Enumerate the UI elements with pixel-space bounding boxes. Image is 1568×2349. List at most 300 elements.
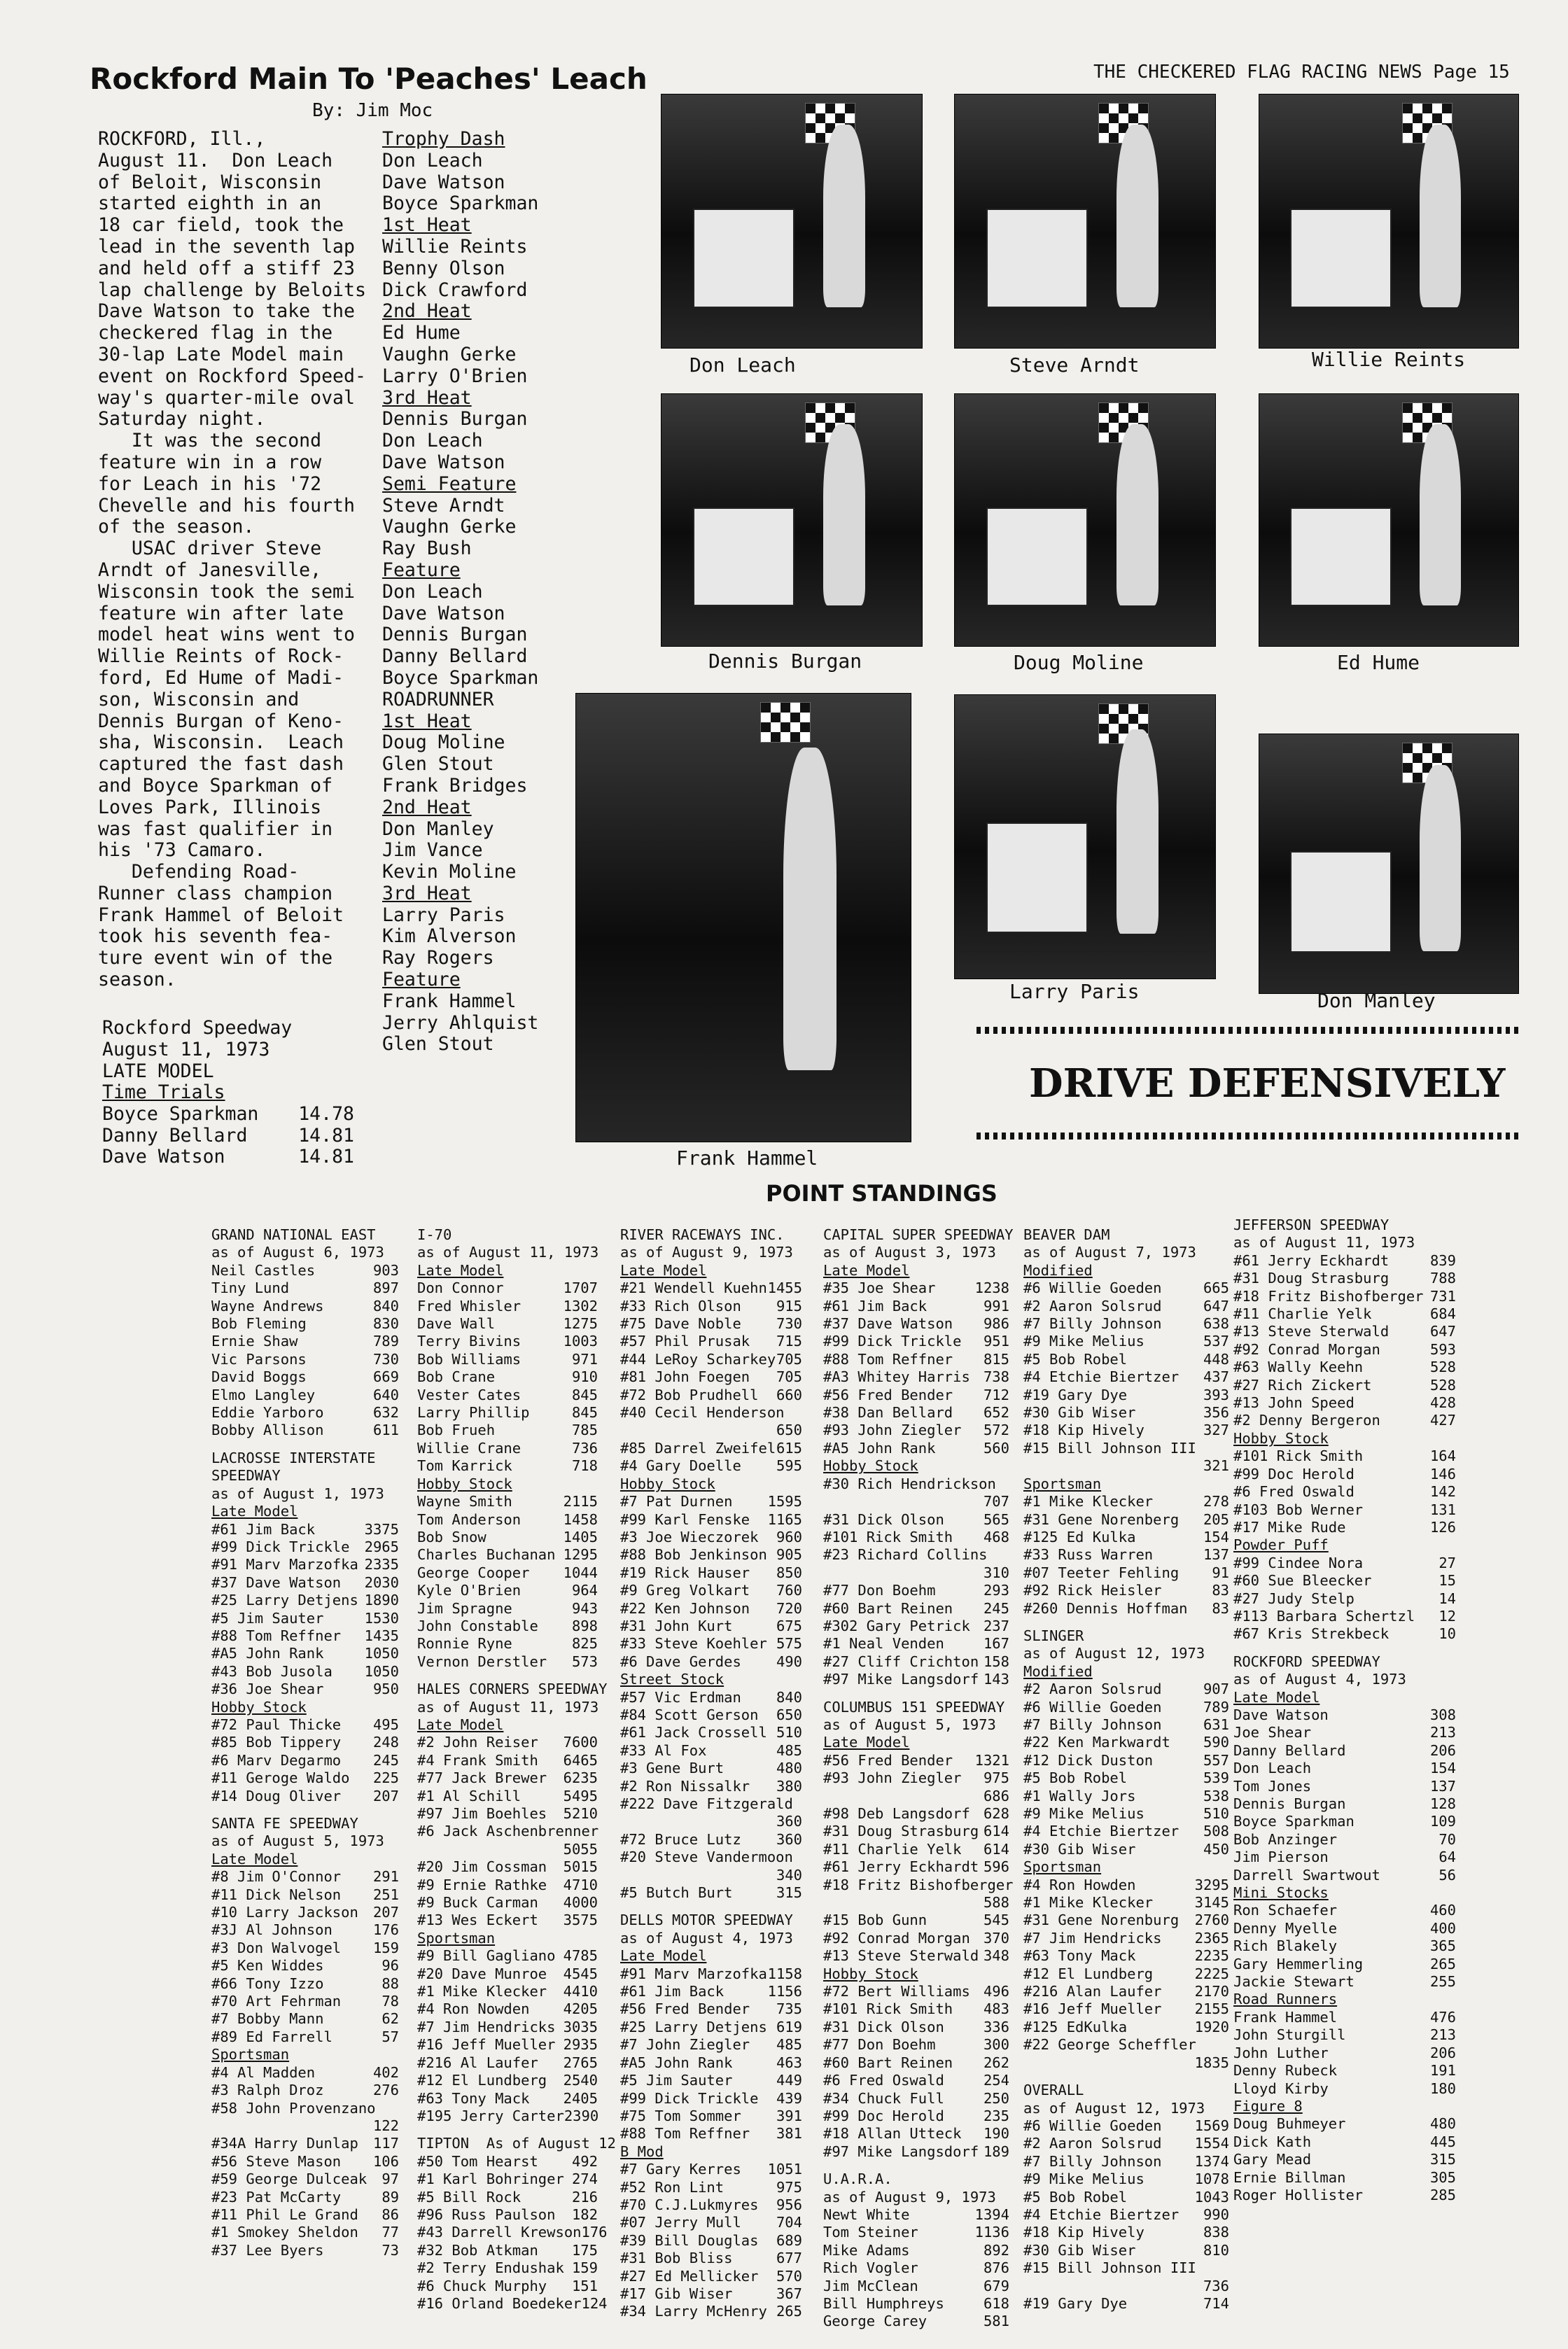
standings-column bbox=[1023, 1226, 1229, 2313]
standings-row: #5 Butch Burt 315 bbox=[620, 1884, 802, 1902]
results-entry: Vaughn Gerke bbox=[382, 343, 517, 365]
standings-row: #9 Buck Carman 4000 bbox=[417, 1894, 598, 1912]
standings-heading: as of August 4, 1973 bbox=[620, 1929, 793, 1947]
standings-row: #15 Bill Johnson III bbox=[1023, 1439, 1196, 1457]
standings-row: Darrell Swartwout 56 bbox=[1233, 1866, 1456, 1884]
standings-row: #18 Fritz Bishofberger bbox=[823, 1876, 1014, 1893]
standings-heading: Late Model bbox=[211, 1503, 298, 1520]
standings-row: Sportsman bbox=[417, 1929, 496, 1947]
standings-row: #31 Doug Strasburg 614 bbox=[823, 1823, 1009, 1840]
results-heading: 2nd Heat bbox=[382, 300, 472, 323]
standings-row: Jim McClean 679 bbox=[823, 2277, 1009, 2294]
standings-row: #99 Dick Trickle 2965 bbox=[211, 1538, 399, 1555]
standings-row: #56 Fred Bender 735 bbox=[620, 2000, 802, 2018]
standings-row: #30 Gib Wiser 356 bbox=[1023, 1404, 1229, 1422]
standings-row: Newt White 1394 bbox=[823, 2206, 1009, 2223]
standings-row: #99 Doc Herold 146 bbox=[1233, 1465, 1456, 1482]
standings-heading: Late Model bbox=[1233, 1688, 1320, 1706]
standings-row: Ernie Billman 305 bbox=[1233, 2168, 1456, 2186]
standings-row: #3J Al Johnson 176 bbox=[211, 1921, 399, 1939]
standings-row: #2 Ron Nissalkr 380 bbox=[620, 1777, 802, 1795]
standings-row: #97 Mike Langsdorf 143 bbox=[823, 1671, 1009, 1688]
standings-row: #16 Jeff Mueller 2155 bbox=[1023, 2000, 1229, 2018]
standings-row: #1 Karl Bohringer 274 bbox=[417, 2171, 598, 2188]
standings-row: #67 Kris Strekbeck 10 bbox=[1233, 1625, 1456, 1643]
standings-row: #77 Don Boehm 293 bbox=[823, 1582, 1009, 1599]
standings-row: Dick Kath 445 bbox=[1233, 2133, 1456, 2150]
standings-row: Jim Spragne 943 bbox=[417, 1599, 598, 1617]
standings-row: #9 Mike Melius 1078 bbox=[1023, 2171, 1229, 2188]
standings-row: #18 Fritz Bishofberger 731 bbox=[1233, 1287, 1456, 1305]
results-entry: Dennis Burgan bbox=[382, 624, 528, 646]
standings-heading: as of August 9, 1973 bbox=[620, 1244, 793, 1261]
standings-row: 122 bbox=[372, 2117, 399, 2134]
standings-row: #61 Jim Back 991 bbox=[823, 1297, 1009, 1314]
standings-row: Bob Snow 1405 bbox=[417, 1528, 598, 1545]
standings-heading: Late Model bbox=[620, 1947, 707, 1965]
standings-row: #33 Russ Warren 137 bbox=[1023, 1546, 1229, 1564]
standings-row: Elmo Langley 640 bbox=[211, 1386, 399, 1403]
standings-row: #97 Mike Langsdorf 189 bbox=[823, 2143, 1009, 2160]
standings-row: #216 Alan Laufer 2170 bbox=[1023, 1983, 1229, 2000]
standings-row: Tiny Lund 897 bbox=[211, 1279, 399, 1297]
standings-row: #60 Bart Reinen 262 bbox=[823, 2054, 1009, 2071]
standings-row: #21 Wendell Kuehn 1455 bbox=[620, 1279, 802, 1297]
time-trials-label: Time Trials bbox=[102, 1081, 225, 1103]
standings-heading: Modified bbox=[1023, 1662, 1093, 1680]
standings-row: #101 Rick Smith 164 bbox=[1233, 1447, 1456, 1465]
standings-row: #12 Dick Duston 557 bbox=[1023, 1751, 1229, 1769]
trophy-girl-figure bbox=[1420, 125, 1461, 307]
block-spacer bbox=[620, 1902, 802, 1912]
standings-row: #1 Neal Venden 167 bbox=[823, 1635, 1009, 1653]
standings-row: Dave Watson 308 bbox=[1233, 1706, 1456, 1723]
block-spacer bbox=[211, 1805, 399, 1815]
results-entry: Don Leach bbox=[382, 580, 483, 603]
standings-row: #38 Dan Bellard 652 bbox=[823, 1404, 1009, 1422]
standings-row: #5 Bill Rock 216 bbox=[417, 2188, 598, 2206]
race-photo bbox=[661, 94, 923, 349]
results-entry: Don Leach bbox=[382, 149, 483, 171]
standings-heading: ROCKFORD SPEEDWAY bbox=[1233, 1653, 1380, 1670]
results-heading: 3rd Heat bbox=[382, 386, 472, 409]
standings-row: #216 Al Laufer 2765 bbox=[417, 2054, 598, 2071]
photo-caption: Steve Arndt bbox=[1009, 353, 1140, 377]
standings-row: #88 Tom Reffner 1435 bbox=[211, 1627, 399, 1644]
ad-border-bottom bbox=[976, 1133, 1519, 1140]
standings-row: #98 Deb Langsdorf 628 bbox=[823, 1805, 1009, 1822]
standings-row: #27 Ed Mellicker 570 bbox=[620, 2267, 802, 2285]
standings-row: #20 Steve Vandermoon bbox=[620, 1849, 793, 1866]
standings-row: #15 Bill Johnson III bbox=[1023, 2259, 1196, 2277]
drive-defensively-ad: DRIVE DEFENSIVELY bbox=[1029, 1060, 1506, 1107]
standings-row: #2 Aaron Solsrud 647 bbox=[1023, 1297, 1229, 1314]
standings-row: #5 Bob Robel 1043 bbox=[1023, 2188, 1229, 2206]
standings-row: #7 Pat Durnen 1595 bbox=[620, 1493, 802, 1510]
standings-row: #30 Rich Hendrickson bbox=[823, 1475, 996, 1492]
standings-row: #22 Ken Johnson 720 bbox=[620, 1599, 802, 1617]
results-entry: Dave Watson bbox=[382, 451, 505, 473]
standings-row: #81 John Foegen 705 bbox=[620, 1368, 802, 1386]
results-entry: Larry Paris bbox=[382, 904, 505, 926]
standings-heading: OVERALL bbox=[1023, 2082, 1084, 2099]
trophy-girl-figure bbox=[823, 424, 865, 605]
time-trial-row: Dave Watson 14.81 bbox=[102, 1146, 354, 1168]
results-list bbox=[382, 129, 538, 1056]
standings-row: #66 Tony Izzo 88 bbox=[211, 1975, 399, 1992]
standings-heading: as of August 5, 1973 bbox=[823, 1716, 996, 1733]
standings-row: #61 Jerry Eckhardt 596 bbox=[823, 1858, 1009, 1876]
standings-row: #93 John Ziegler 572 bbox=[823, 1422, 1009, 1439]
standings-row: Hobby Stock bbox=[620, 1475, 715, 1492]
standings-row: Powder Puff bbox=[1233, 1536, 1329, 1554]
standings-row: #57 Vic Erdman 840 bbox=[620, 1688, 802, 1706]
results-entry: Kim Alverson bbox=[382, 925, 517, 948]
standings-row: #60 Bart Reinen 245 bbox=[823, 1599, 1009, 1617]
standings-row: Denny Rubeck 191 bbox=[1233, 2062, 1456, 2080]
standings-title: POINT STANDINGS bbox=[766, 1180, 997, 1207]
standings-row: Roger Hollister 285 bbox=[1233, 2186, 1456, 2203]
standings-row: Bobby Allison 611 bbox=[211, 1422, 399, 1439]
race-photo bbox=[1259, 393, 1519, 647]
standings-row: Hobby Stock bbox=[417, 1475, 512, 1492]
standings-row: 321 bbox=[1203, 1457, 1229, 1475]
standings-row: Vic Parsons 730 bbox=[211, 1350, 399, 1368]
results-heading: 1st Heat bbox=[382, 214, 472, 237]
standings-heading: as of August 4, 1973 bbox=[1233, 1671, 1406, 1688]
standings-row: #75 Dave Noble 730 bbox=[620, 1315, 802, 1333]
standings-row: #6 Marv Degarmo 245 bbox=[211, 1751, 399, 1769]
standings-row: #9 Mike Melius 537 bbox=[1023, 1333, 1229, 1350]
block-spacer bbox=[823, 1689, 1009, 1699]
standings-heading: as of August 7, 1973 bbox=[1023, 1244, 1196, 1261]
standings-row: #32 Bob Atkman 175 bbox=[417, 2241, 598, 2259]
photo-caption: Don Leach bbox=[690, 353, 796, 377]
standings-row: #72 Bob Prudhell 660 bbox=[620, 1386, 802, 1403]
standings-row: Hobby Stock bbox=[211, 1698, 307, 1716]
standings-row: #101 Rick Smith 468 bbox=[823, 1528, 1009, 1545]
standings-row: #1 Mike Klecker 3145 bbox=[1023, 1894, 1229, 1912]
standings-heading: as of August 9, 1973 bbox=[823, 2188, 996, 2206]
standings-row: Tom Jones 137 bbox=[1233, 1777, 1456, 1795]
standings-row: #2 Aaron Solsrud 1554 bbox=[1023, 2135, 1229, 2152]
standings-row: #92 Conrad Morgan 593 bbox=[1233, 1340, 1456, 1358]
standings-row: #31 Bob Bliss 677 bbox=[620, 2250, 802, 2267]
standings-row: #34 Chuck Full 250 bbox=[823, 2089, 1009, 2107]
standings-row: #11 Charlie Yelk 684 bbox=[1233, 1305, 1456, 1323]
standings-row: #85 Darrel Zweifel 615 bbox=[620, 1439, 802, 1457]
race-photo bbox=[1259, 94, 1519, 349]
race-photo bbox=[575, 693, 911, 1142]
standings-row: Figure 8 bbox=[1233, 2097, 1303, 2115]
standings-row: Sportsman bbox=[211, 2046, 290, 2063]
standings-row: Ron Schaefer 460 bbox=[1233, 1902, 1456, 1919]
standings-row: Kyle O'Brien 964 bbox=[417, 1582, 598, 1599]
standings-row: 340 bbox=[776, 1866, 802, 1884]
standings-row: #13 John Speed 428 bbox=[1233, 1394, 1456, 1412]
standings-heading: COLUMBUS 151 SPEEDWAY bbox=[823, 1698, 1005, 1716]
photo-caption: Frank Hammel bbox=[676, 1147, 818, 1170]
standings-row: #7 Billy Johnson 631 bbox=[1023, 1716, 1229, 1733]
standings-row: #61 Jack Crossell 510 bbox=[620, 1724, 802, 1741]
standings-row: #33 Steve Koehler 575 bbox=[620, 1635, 802, 1653]
standings-row: Hobby Stock bbox=[823, 1965, 918, 1982]
standings-heading: SANTA FE SPEEDWAY bbox=[211, 1815, 358, 1832]
standings-row: #56 Steve Mason 106 bbox=[211, 2152, 399, 2170]
results-heading: 1st Heat bbox=[382, 710, 472, 732]
standings-row: Larry Phillip 845 bbox=[417, 1404, 598, 1422]
standings-heading: Late Model bbox=[417, 1716, 504, 1733]
standings-row: #4 Etchie Biertzer 437 bbox=[1023, 1368, 1229, 1386]
standings-row: #7 Gary Kerres 1051 bbox=[620, 2161, 802, 2178]
results-header bbox=[102, 1018, 292, 1082]
standings-row: #12 El Lundberg 2225 bbox=[1023, 1965, 1229, 1982]
standings-row: #60 Sue Bleecker 15 bbox=[1233, 1572, 1456, 1590]
standings-row: Jim Pierson 64 bbox=[1233, 1849, 1456, 1866]
race-photo bbox=[661, 393, 923, 647]
standings-row: #6 Willie Goeden 789 bbox=[1023, 1698, 1229, 1716]
standings-heading: as of August 5, 1973 bbox=[211, 1832, 384, 1850]
standings-row: #91 Marv Marzofka 1158 bbox=[620, 1965, 802, 1982]
results-entry: Don Manley bbox=[382, 818, 494, 840]
winner-sign bbox=[693, 209, 794, 308]
standings-row: #27 Judy Stelp 14 bbox=[1233, 1590, 1456, 1607]
results-entry: Larry O'Brien bbox=[382, 365, 528, 387]
standings-row: #70 Art Fehrman 78 bbox=[211, 1993, 399, 2010]
standings-row: #85 Bob Tippery 248 bbox=[211, 1734, 399, 1751]
standings-row: Bob Anzinger 70 bbox=[1233, 1830, 1456, 1848]
standings-heading: as of August 12, 1973 bbox=[1023, 2099, 1205, 2117]
standings-row: #19 Gary Dye 714 bbox=[1023, 2294, 1229, 2312]
standings-row: Doug Buhmeyer 480 bbox=[1233, 2115, 1456, 2133]
standings-row: #5 Bob Robel 539 bbox=[1023, 1769, 1229, 1787]
standings-row: #18 Kip Hively 838 bbox=[1023, 2224, 1229, 2241]
standings-row: #34 Larry McHenry 265 bbox=[620, 2303, 802, 2320]
standings-row: Dennis Burgan 128 bbox=[1233, 1795, 1456, 1812]
standings-row: #19 Gary Dye 393 bbox=[1023, 1386, 1229, 1403]
ad-border-top bbox=[976, 1027, 1519, 1034]
standings-row: #A3 Whitey Harris 738 bbox=[823, 1368, 1009, 1386]
standings-row: #89 Ed Farrell 57 bbox=[211, 2028, 399, 2045]
standings-row: #43 Bob Jusola 1050 bbox=[211, 1662, 399, 1680]
standings-row: #302 Gary Petrick 237 bbox=[823, 1617, 1009, 1634]
standings-row: John Luther 206 bbox=[1233, 2044, 1456, 2061]
standings-heading: as of August 11, 1973 bbox=[417, 1698, 599, 1716]
standings-row: 310 bbox=[983, 1564, 1009, 1581]
results-entry: Boyce Sparkman bbox=[382, 666, 539, 689]
standings-row: 1835 bbox=[1194, 2054, 1229, 2071]
standings-row: #9 Mike Melius 510 bbox=[1023, 1805, 1229, 1822]
standings-row: #72 Bert Williams 496 bbox=[823, 1983, 1009, 2000]
standings-heading: LACROSSE INTERSTATE bbox=[211, 1449, 376, 1466]
standings-row: Eddie Yarboro 632 bbox=[211, 1404, 399, 1422]
trophy-girl-figure bbox=[823, 125, 865, 307]
block-spacer bbox=[417, 1671, 598, 1681]
standings-row: #1 Mike Klecker 4410 bbox=[417, 1983, 598, 2000]
standings-row: #1 Al Schill 5495 bbox=[417, 1787, 598, 1804]
standings-row: Road Runners bbox=[1233, 1991, 1338, 2008]
standings-heading: as of August 1, 1973 bbox=[211, 1485, 384, 1502]
standings-row: Mini Stocks bbox=[1233, 1884, 1329, 1902]
results-heading: Trophy Dash bbox=[382, 128, 505, 150]
standings-row: #99 Doc Herold 235 bbox=[823, 2107, 1009, 2124]
standings-row: #A5 John Rank 560 bbox=[823, 1439, 1009, 1457]
standings-row: #5 Jim Sauter 449 bbox=[620, 2072, 802, 2089]
standings-row: #30 Gib Wiser 450 bbox=[1023, 1840, 1229, 1858]
standings-row: 5055 bbox=[563, 1840, 598, 1858]
standings-row: #70 C.J.Lukmyres 956 bbox=[620, 2196, 802, 2213]
standings-row: #13 Wes Eckert 3575 bbox=[417, 1912, 598, 1929]
standings-row: #6 Willie Goeden 1569 bbox=[1023, 2117, 1229, 2134]
standings-heading: HALES CORNERS SPEEDWAY bbox=[417, 1681, 608, 1698]
standings-heading: Late Model bbox=[823, 1261, 910, 1279]
standings-row: #36 Joe Shear 950 bbox=[211, 1681, 399, 1698]
time-trial-row: Danny Bellard 14.81 bbox=[102, 1124, 354, 1147]
standings-row: #9 Ernie Rathke 4710 bbox=[417, 1876, 598, 1893]
standings-row: #6 Willie Goeden 665 bbox=[1023, 1279, 1229, 1297]
standings-row: #7 John Ziegler 485 bbox=[620, 2036, 802, 2054]
standings-row: Rich Blakely 365 bbox=[1233, 1937, 1456, 1955]
standings-heading: Late Model bbox=[823, 1734, 910, 1751]
time-trials bbox=[102, 1082, 354, 1168]
standings-row: #25 Larry Detjens 619 bbox=[620, 2018, 802, 2035]
standings-row: #1 Wally Jors 538 bbox=[1023, 1787, 1229, 1804]
winner-sign bbox=[986, 507, 1088, 606]
results-entry: Frank Hammel bbox=[382, 990, 517, 1012]
standings-row: #1 Mike Klecker 278 bbox=[1023, 1493, 1229, 1510]
standings-row: Frank Hammel 476 bbox=[1233, 2008, 1456, 2026]
checkered-flag-icon bbox=[760, 702, 811, 743]
photo-caption: Dennis Burgan bbox=[708, 650, 862, 673]
standings-row: Danny Bellard 206 bbox=[1233, 1741, 1456, 1759]
standings-row: #13 Steve Sterwald 647 bbox=[1233, 1323, 1456, 1340]
standings-row: #27 Rich Zickert 528 bbox=[1233, 1376, 1456, 1394]
standings-heading: as of August 12, 1973 bbox=[1023, 1645, 1205, 1662]
standings-row: #31 Gene Norenberg 205 bbox=[1023, 1510, 1229, 1528]
standings-row: #7 Billy Johnson 638 bbox=[1023, 1315, 1229, 1333]
standings-row: #3 Gene Burt 480 bbox=[620, 1760, 802, 1777]
results-entry: Dick Crawford bbox=[382, 279, 528, 301]
standings-row: Willie Crane 736 bbox=[417, 1439, 598, 1457]
standings-row: #07 Teeter Fehling 91 bbox=[1023, 1564, 1229, 1581]
standings-row: #18 Kip Hively 327 bbox=[1023, 1422, 1229, 1439]
standings-row: #2 John Reiser 7600 bbox=[417, 1734, 598, 1751]
photo-caption: Ed Hume bbox=[1337, 651, 1420, 674]
trophy-girl-figure bbox=[1420, 765, 1461, 951]
standings-row: #72 Paul Thicke 495 bbox=[211, 1716, 399, 1733]
standings-row: #25 Larry Detjens 1890 bbox=[211, 1592, 399, 1609]
results-entry: Vaughn Gerke bbox=[382, 516, 517, 538]
standings-row: #7 Billy Johnson 1374 bbox=[1023, 2152, 1229, 2170]
race-photo bbox=[954, 694, 1216, 979]
photo-caption: Don Manley bbox=[1317, 989, 1436, 1012]
standings-row: #5 Jim Sauter 1530 bbox=[211, 1609, 399, 1627]
results-heading: Feature bbox=[382, 969, 461, 991]
time-trial-row: Boyce Sparkman 14.78 bbox=[102, 1102, 354, 1125]
standings-row: Tom Anderson 1458 bbox=[417, 1510, 598, 1528]
standings-row: #6 Dave Gerdes 490 bbox=[620, 1653, 802, 1670]
standings-row: Neil Castles 903 bbox=[211, 1261, 399, 1279]
standings-heading: as of August 3, 1973 bbox=[823, 1244, 996, 1261]
standings-row: #23 Pat McCarty 89 bbox=[211, 2188, 399, 2206]
standings-row: #88 Tom Reffner 815 bbox=[823, 1350, 1009, 1368]
standings-row: #20 Dave Munroe 4545 bbox=[417, 1965, 598, 1982]
standings-row: 707 bbox=[983, 1493, 1009, 1510]
standings-row: #93 John Ziegler 975 bbox=[823, 1769, 1009, 1787]
race-photo bbox=[954, 94, 1216, 349]
standings-row: Don Connor 1707 bbox=[417, 1279, 598, 1297]
standings-row: #125 Ed Kulka 154 bbox=[1023, 1528, 1229, 1545]
standings-row: #31 Dick Olson 336 bbox=[823, 2018, 1009, 2035]
standings-row: Ronnie Ryne 825 bbox=[417, 1635, 598, 1653]
results-header-line: LATE MODEL bbox=[102, 1060, 214, 1082]
standings-row: #4 Ron Howden 3295 bbox=[1023, 1876, 1229, 1893]
standings-row: 650 bbox=[776, 1422, 802, 1439]
standings-row: #4 Gary Doelle 595 bbox=[620, 1457, 802, 1475]
standings-row: #37 Dave Watson 986 bbox=[823, 1315, 1009, 1333]
standings-heading: as of August 11, 1973 bbox=[417, 1244, 599, 1261]
standings-row: #44 LeRoy Scharkey 705 bbox=[620, 1350, 802, 1368]
winner-sign bbox=[1290, 851, 1392, 953]
standings-row: #97 Jim Boehles 5210 bbox=[417, 1805, 598, 1822]
trophy-girl-figure bbox=[1420, 424, 1461, 605]
standings-column bbox=[211, 1226, 399, 2259]
standings-row: 360 bbox=[776, 1813, 802, 1830]
standings-row: Terry Bivins 1003 bbox=[417, 1333, 598, 1350]
standings-row: #A5 John Rank 463 bbox=[620, 2054, 802, 2071]
standings-row: #11 Geroge Waldo 225 bbox=[211, 1769, 399, 1787]
results-entry: Jim Vance bbox=[382, 839, 483, 862]
results-entry: Danny Bellard bbox=[382, 645, 528, 668]
standings-row: #75 Tom Sommer 391 bbox=[620, 2107, 802, 2124]
standings-row: #9 Greg Volkart 760 bbox=[620, 1582, 802, 1599]
standings-row: #6 Jack Aschenbrenner bbox=[417, 1823, 599, 1840]
standings-row: #31 Dick Olson 565 bbox=[823, 1510, 1009, 1528]
standings-row: Hobby Stock bbox=[823, 1457, 918, 1475]
trophy-girl-figure bbox=[1116, 729, 1158, 934]
standings-row: #15 Bob Gunn 545 bbox=[823, 1912, 1009, 1929]
standings-row: #A5 John Rank 1050 bbox=[211, 1645, 399, 1662]
results-entry: Ray Rogers bbox=[382, 947, 494, 969]
standings-row: #61 Jerry Eckhardt 839 bbox=[1233, 1251, 1456, 1269]
standings-row: #61 Jim Back 3375 bbox=[211, 1520, 399, 1538]
standings-row: #99 Cindee Nora 27 bbox=[1233, 1554, 1456, 1571]
race-photo bbox=[954, 393, 1216, 647]
race-photo bbox=[1259, 734, 1519, 994]
standings-row: #52 Ron Lint 975 bbox=[620, 2178, 802, 2196]
standings-row: Sportsman bbox=[1023, 1475, 1102, 1492]
results-entry: ROADRUNNER bbox=[382, 688, 494, 710]
standings-row: #92 Rick Heisler 83 bbox=[1023, 1582, 1229, 1599]
standings-row: #57 Phil Prusak 715 bbox=[620, 1333, 802, 1350]
standings-heading: BEAVER DAM bbox=[1023, 1226, 1110, 1243]
standings-row: #17 Gib Wiser 367 bbox=[620, 2285, 802, 2302]
standings-row: #30 Gib Wiser 810 bbox=[1023, 2241, 1229, 2259]
standings-row: Denny Myelle 400 bbox=[1233, 1919, 1456, 1937]
standings-heading: CAPITAL SUPER SPEEDWAY bbox=[823, 1226, 1014, 1243]
standings-row: Street Stock bbox=[620, 1671, 724, 1688]
results-heading: Feature bbox=[382, 559, 461, 581]
standings-row: #88 Tom Reffner 381 bbox=[620, 2125, 802, 2143]
results-heading: 3rd Heat bbox=[382, 882, 472, 904]
standings-row: #50 Tom Hearst 492 bbox=[417, 2152, 598, 2170]
standings-row: John Sturgill 213 bbox=[1233, 2026, 1456, 2044]
standings-row: Charles Buchanan 1295 bbox=[417, 1546, 598, 1564]
standings-column bbox=[620, 1226, 802, 2321]
standings-row: Gary Mead 315 bbox=[1233, 2151, 1456, 2168]
standings-row: David Boggs 669 bbox=[211, 1368, 399, 1386]
standings-row: #3 Joe Wieczorek 960 bbox=[620, 1528, 802, 1545]
